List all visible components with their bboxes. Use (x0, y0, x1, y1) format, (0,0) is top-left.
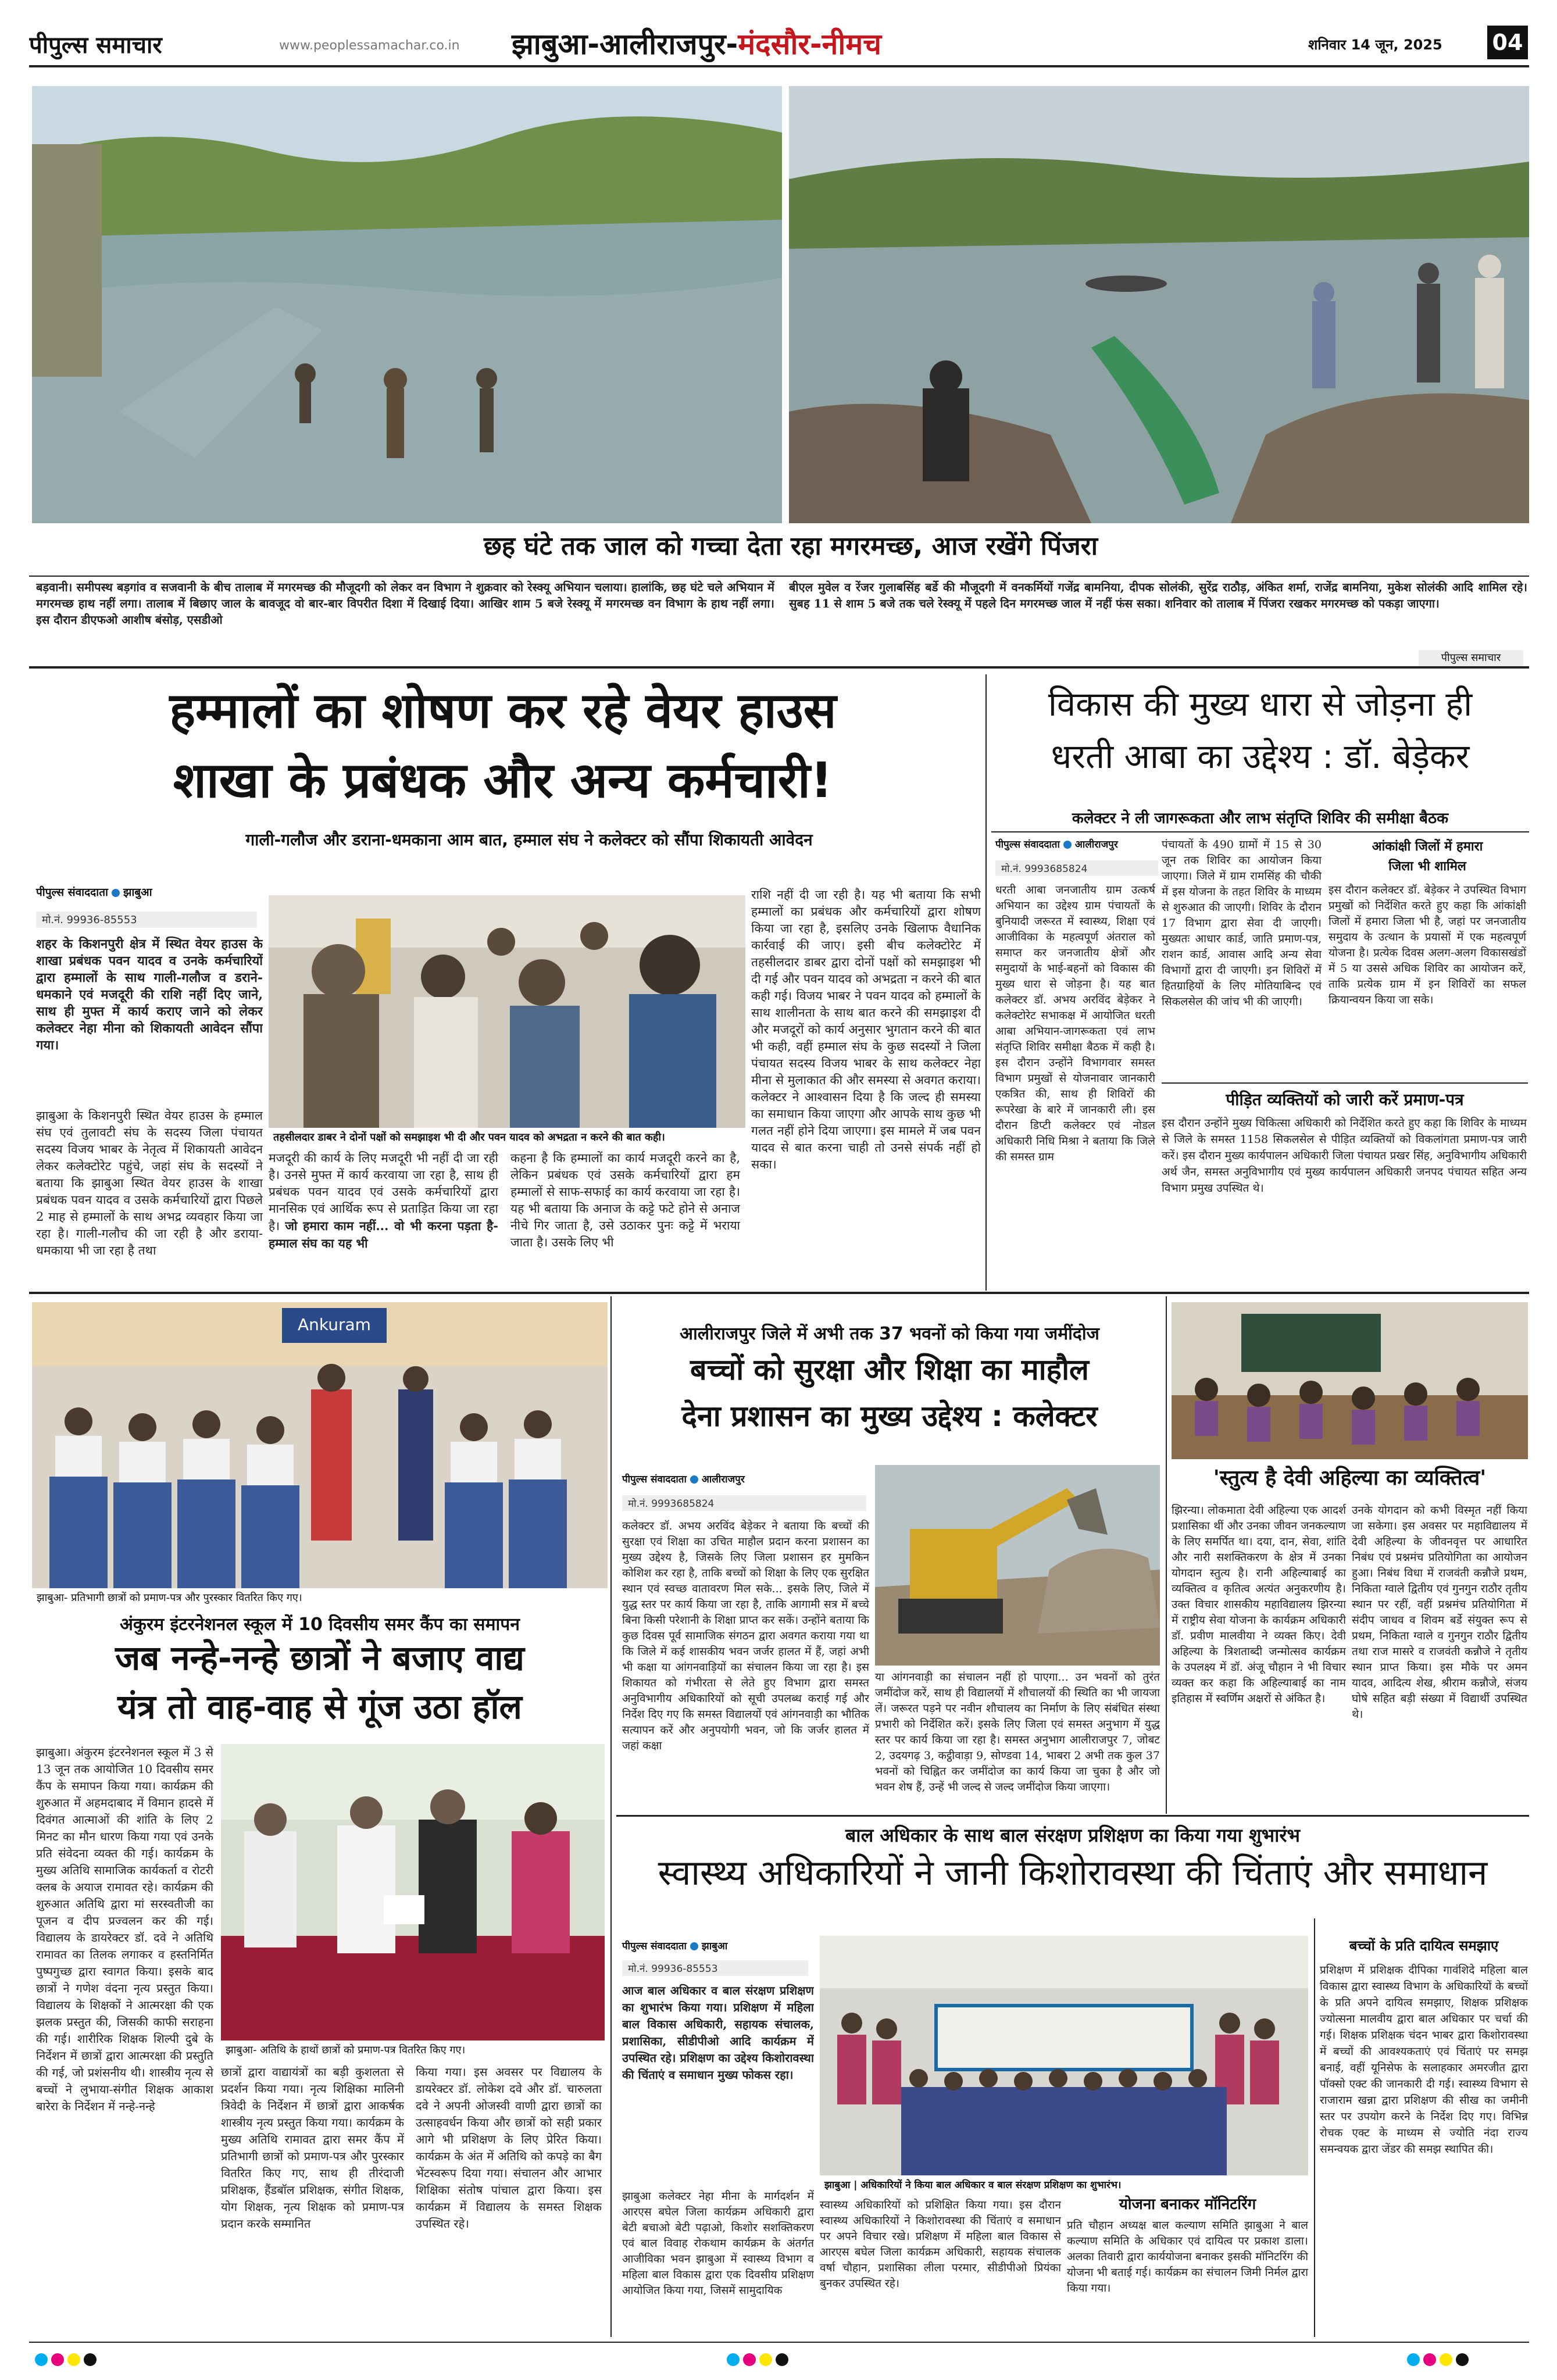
health-col1: झाबुआ कलेक्टर नेहा मीना के मार्गदर्शन में आरएस बघेल जिला कार्यक्रम अधिकारी द्वारा बेटी बचाओ बेटी पढ़ाओ, किशोर सशक्तिकरण एवं बाल विवाह रोकथाम कार्यक्रम के अंतर्गत आजीविका भवन झाबुआ में स्वास्थ्य विभाग व महिला बाल विकास द्वारा एक दिवसीय प्रशिक्षण आयोजित किया गया, जिसमें सामुदायिक (622, 2190, 814, 2297)
school-kicker: आलीराजपुर जिले में अभी तक 37 भवनों को किया गया जमींदोज (680, 1324, 1099, 1344)
photo-guest-certificates (221, 1744, 605, 2040)
warehouse-col2: मजदूरी की कार्य के लिए मजदूरी भी नहीं दी जा रही है। उनसे मुफ्त में कार्य करवाया जा रहा है, साथ ही प्रबंधक पवन यादव एवं उसके कर्मचारियों द्वारा मानसिक एवं आर्थिक रूप से प्रताड़ित किया जा रहा है। जो हमारा काम नहीं... वो भी करना पड़ता है-हम्माल संघ का यह भी (269, 1151, 498, 1250)
issue-date: शनिवार 14 जून, 2025 (1308, 37, 1442, 53)
dharti-col1: धरती आबा जनजातीय ग्राम उत्कर्ष अभियान का उद्देश्य ग्राम पंचायतों के बुनियादी जरूरत में स्वास्थ्य, शिक्षा एवं आजीविका के महत्वपूर्ण अंतराल को समाप्त कर जनजातीय क्षेत्रों और समुदायों के भाई-बहनों को विकास की मुख्य धारा से जोड़ना है। यह बात कलेक्टर डॉ. अभय अरविंद बेड़ेकर ने कलेक्टोरेट सभाकक्ष में आयोजित धरती आबा अभियान-जागरूकता एवं लाभ संतृप्ति शिविर समीक्षा बैठक में कही है। इस दौरान उन्होंने विभागवार समस्त विभाग प्रमुखों से योजनावार जानकारी एकत्रित की, साथ ही शिविरों की रूपरेखा के बारे में जानकारी ली। इस दौरान डिप्टी कलेक्टर एवं नोडल अधिकारी निधि मिश्रा ने बताया कि जिले की समस्त ग्राम (995, 884, 1155, 1163)
warehouse-mobile: मो.नं. 99936-85553 (36, 912, 257, 928)
warehouse-headline-line2: शाखा के प्रबंधक और अन्य कर्मचारी! (173, 752, 833, 809)
warehouse-subheadline: गाली-गलौज और डराना-धमकाना आम बात, हम्माल संघ ने कलेक्टर को सौंपा शिकायती आवेदन (245, 830, 813, 849)
page-number: 04 (1487, 26, 1528, 59)
health-headline: स्वास्थ्य अधिकारियों ने जानी किशोरावस्था की चिंताएं और समाधान (658, 1853, 1488, 1893)
health-lead: आज बाल अधिकार व बाल संरक्षण प्रशिक्षण का शुभारंभ किया गया। प्रशिक्षण में महिला बाल विकास अधिकारी, सहायक संचालक, प्रशासिका, सीडीपीओ आदि कार्यक्रम में उपस्थित रहे। प्रशिक्षण का उद्देश्य किशोरावस्था की चिंताएं व समाधान मुख्य फोकस रहा। (622, 1984, 814, 2082)
dharti-box-body: इस दौरान कलेक्टर डॉ. बेड़ेकर ने उपस्थित विभाग प्रमुखों को निर्देशित करते हुए कहा कि आंकांक्षी जिलों में हमारा जिला भी है, जहां पर जनजातीय समुदाय के उत्थान के प्रयासों में एक महत्वपूर्ण योजना है। प्रत्येक दिवस अलग-अलग विकासखंडों में 5 या उससे अधिक शिविर का आयोजन करें, ताकि प्रत्येक ग्राम में इन शिविरों का सफल क्रियान्वयन किया जा सके। (1329, 884, 1526, 1006)
photo-credit: पीपुल्स समाचार (1419, 650, 1523, 666)
health-photo-caption: झाबुआ | अधिकारियों ने किया बाल अधिकार व बाल संरक्षण प्रशिक्षण का शुभारंभ। (820, 2177, 1308, 2194)
dharti-box-title: आंकांक्षी जिलों में हमारा जिला भी शामिल (1372, 839, 1483, 874)
summer-camp-headline-line1: जब नन्हे-नन्हे छात्रों ने बजाए वाद्य (115, 1638, 524, 1678)
divider (29, 2342, 1529, 2343)
divider (29, 576, 1529, 577)
warehouse-photo-caption: तहसीलदार डाबर ने दोनों पक्षों को समझाइश भी दी और पवन यादव को अभद्रता न करने की बात कही। (269, 1129, 745, 1146)
warehouse-byline: पीपुल्स संवाददाता झाबुआ (36, 886, 152, 899)
summer-camp-kicker: अंकुरम इंटरनेशनल स्कूल में 10 दिवसीय समर कैंप का समापन (120, 1614, 520, 1635)
photo-building-demolition (875, 1465, 1160, 1666)
dharti-headline-line1: विकास की मुख्य धारा से जोड़ना ही (1048, 684, 1473, 724)
ahilya-headline: 'स्तुत्य है देवी अहिल्या का व्यक्तित्व' (1213, 1466, 1487, 1490)
health-mobile: मो.नं. 99936-85553 (622, 1960, 808, 1976)
photo-students-certificates (32, 1302, 608, 1588)
school-mobile: मो.नं. 9993685824 (622, 1495, 866, 1511)
photo-forest-team-pond (789, 86, 1529, 523)
health-sub-heading: योजना बनाकर मॉनिटरिंग (1119, 2196, 1256, 2213)
summer-camp-col3: किया गया। इस अवसर पर विद्यालय के डायरेक्टर डॉ. लोकेश दवे और डॉ. चारुलता दवे ने अपनी ओजस्वी वाणी द्वारा छात्रों का उत्साहवर्धन किया और छात्रों को सही प्रकार आगे भी प्रशिक्षण के लिए प्रेरित किया। कार्यक्रम के अंत में अतिथि को कपड़े का बैग भेंटस्वरूप दिया गया। संचालन और आभार शिक्षिका संतोष पांचाल द्वारा किया। इस कार्यक्रम में विद्यालय के समस्त शिक्षक उपस्थित रहे। (416, 2065, 602, 2231)
dharti-subheadline: कलेक्टर ने ली जागरूकता और लाभ संतृप्ति शिविर की समीक्षा बैठक (1072, 810, 1449, 827)
summer-camp-photo-caption: झाबुआ- प्रतिभागी छात्रों को प्रमाण-पत्र और पुरस्कार वितरित किए गए। (32, 1589, 608, 1607)
school-headline-line1: बच्चों को सुरक्षा और शिक्षा का माहौल (690, 1353, 1089, 1386)
divider (616, 1815, 1529, 1817)
summer-camp-col2: छात्रों द्वारा वाद्यायंत्रों का बड़ी कुशलता से प्रदर्शन किया गया। नृत्य शिक्षिका मालिनी त्रिवेदी के निर्देशन में छात्रों द्वारा आकर्षक शास्त्रीय नृत्य प्रस्तुत किया गया। कार्यक्रम के मुख्य अतिथि रामावत द्वारा समर कैंप में प्रतिभागी छात्रों को प्रमाण-पत्र और पुरस्कार वितरित किए गए, साथ ही तीरंदाजी प्रशिक्षक, हैंडबॉल प्रशिक्षक, संगीत शिक्षक, योग शिक्षक, नृत्य शिक्षक को प्रमाण-पत्र प्रदान करके सम्मानित (221, 2065, 404, 2231)
health-col2: स्वास्थ्य अधिकारियों को प्रशिक्षित किया गया। इस दौरान स्वास्थ्य अधिकारियों ने किशोरावस्था की चिंताएं व समाधान पर अपने विचार रखे। प्रशिक्षण में महिला बाल विकास से आरएस बघेल जिला कार्यक्रम अधिकारी, सहायक संचालक वर्षा चौहान, प्रशासिका लीला परमार, सीडीपीओ प्रियंका बुनकर उपस्थित रहे। (820, 2199, 1061, 2290)
dharti-headline-line2: धरती आबा का उद्देश्य : डॉ. बेड़ेकर (1051, 737, 1470, 776)
dharti-sub2: पीड़ित व्यक्तियों को जारी करें प्रमाण-पत्र (1226, 1090, 1464, 1109)
summer-camp-headline-line2: यंत्र तो वाह-वाह से गूंज उठा हॉल (117, 1687, 522, 1727)
health-kicker: बाल अधिकार के साथ बाल संरक्षण प्रशिक्षण का किया गया शुभारंभ (845, 1824, 1300, 1846)
school-col1: कलेक्टर डॉ. अभय अरविंद बेड़ेकर ने बताया कि बच्चों की सुरक्षा एवं शिक्षा का उचित माहौल प्रदान करना प्रशासन का मुख्य उद्देश्य है, जिसके लिए जिला प्रशासन हर मुमकिन कोशिश कर रहा है, ताकि बच्चों को शिक्षा के लिए एक सुरक्षित स्थान एवं स्वच्छ वातावरण मिल सके... इसके लिए, जिले में युद्ध स्तर पर कार्य किया जा रहा है, ताकि आगामी सत्र में बच्चे बिना किसी परेशानी के शिक्षा प्राप्त कर सकें। उन्होंने बताया कि कुछ दिवस पूर्व सामाजिक संगठन द्वारा अवगत कराया गया था कि जिले में कई शासकीय भवन जर्जर हालत में हैं, जहां अभी भी कक्षा या आंगनवाड़ियों का संचालन किया जा रहा है। इस शिकायत को गंभीरता से लेते हुए विभाग द्वारा समस्त अनुविभागीय अधिकारियों को सूची उपलब्ध कराई गई और निर्देश दिए गए कि समस्त विद्यालयों एवं आंगनवाड़ी का भौतिक सत्यापन करें और अनुपयोगी भवन, जो कि जर्जर हालत में जहां कक्षा (622, 1520, 869, 1752)
summer-camp-photo2-caption: झाबुआ- अतिथि के हाथों छात्रों को प्रमाण-पत्र वितरित किए गए। (221, 2042, 605, 2059)
school-headline-line2: देना प्रशासन का मुख्य उद्देश्य : कलेक्टर (681, 1399, 1098, 1433)
newspaper-logo: पीपुल्स समाचार (29, 32, 162, 59)
dharti-byline: पीपुल्स संवाददाता आलीराजपुर (995, 839, 1118, 850)
top-story-text-col1: बड़वानी। समीपस्थ बड़गांव व सजवानी के बीच तालाब में मगरमच्छ की मौजूदगी को लेकर वन विभाग ने शुक्रवार को रेस्क्यू अभियान चलाया। हालांकि, छह घंटे चले अभियान में मगरमच्छ हाथ नहीं लगा। तालाब में बिछाए जाल के बावजूद वो बार-बार विपरीत दिशा में दिखाई दिया। आखिर शाम 5 बजे रेस्क्यू में मगरमच्छ वन विभाग के हाथ नहीं लगा। इस दौरान डीएफओ आशीष बंसोड़, एसडीओ (36, 580, 774, 627)
registration-marks-left (35, 2353, 209, 2371)
ahilya-col1: झिरन्या। लोकमाता देवी अहिल्या एक आदर्श प्रशासिका थीं और उनका जीवन जनकल्याण के लिए समर्पित था। दया, दान, सेवा, शांति और नारी सशक्तिकरण के क्षेत्र में उनका योगदान स्तुत्य है। रानी अहिल्याबाई का व्यक्तित्व व कृतित्व अत्यंत अनुकरणीय है। उक्त विचार शासकीय महाविद्यालय झिरन्या में राष्ट्रीय सेवा योजना के कार्यक्रम अधिकारी डॉ. प्रवीण मालवीया ने व्यक्त किए। देवी अहिल्या के त्रिशताब्दी जन्मोत्सव कार्यक्रम के उपलक्ष्य में डॉ. अंजू चौहान ने भी विचार व्यक्त कर कहा कि अहिल्याबाई का नाम इतिहास में स्वर्णिम अक्षरों से अंकित है। (1172, 1504, 1346, 1705)
photo-crocodile-net-pond (32, 86, 782, 523)
school-byline: पीपुल्स संवाददाता आलीराजपुर (622, 1474, 745, 1485)
health-box-body: प्रशिक्षण में प्रशिक्षक दीपिका गावंशिदे महिला बाल विकास द्वारा स्वास्थ्य विभाग के अधिकारियों के बच्चों के प्रति अपने दायित्व समझाए, शिक्षक प्रशिक्षक ज्योत्सना मालवीय द्वारा बाल अधिकार पर चर्चा की गई। शिक्षक प्रशिक्षक चंदन भाबर द्वारा किशोरावस्था में बच्चों की आवश्यकताएं एवं चिंताएं पर समझ बनाई, वहीं यूनिसेफ के सलाहकार अमरजीत द्वारा पॉक्सो एक्ट की जानकारी दी गई। स्वास्थ्य विभाग से राजाराम खन्ना द्वारा प्रशिक्षण की सीख का जमीनी स्तर पर उपयोग करने के निर्देश दिए गए। विभिन्न रोचक एक्ट के माध्यम से ज्योति नंदा राज्य समन्वयक द्वारा जेंडर की समझ स्थापित की। (1320, 1964, 1528, 2156)
top-story-text-col2: बीएल मुवेल व रेंजर गुलाबसिंह बर्डे की मौजूदगी में वनकर्मियों गजेंद्र बामनिया, दीपक सोलंकी, सुरेंद्र राठौड़, अंकित शर्मा, राजेंद्र बामनिया, मुकेश सोलंकी आदि शामिल रहे। सुबह 11 से शाम 5 बजे तक चले रेस्क्यू में पहले दिन मगरमच्छ जाल में नहीं फंस सका। शनिवार को तालाब में पिंजरा रखकर मगरमच्छ को पकड़ा जाएगा। (789, 580, 1527, 610)
divider (610, 1296, 612, 2337)
divider (991, 831, 1529, 832)
warehouse-lead: शहर के किशनपुरी क्षेत्र में स्थित वेयर हाउस के शाखा प्रबंधक पवन यादव व उनके कर्मचारियों द्वारा हम्मालों के साथ गाली-गलौज व डराने-धमकाने एवं मजदूरी की राशि नहीं दिए जाने, साथ ही मुफ्त में कार्य कराए जाने को लेकर कलेक्टर नेहा मीना को शिकायती आवेदन सौंपा गया। (36, 937, 263, 1053)
divider (1166, 1296, 1167, 1814)
registration-marks-center (727, 2353, 901, 2371)
warehouse-col1: झाबुआ के किशनपुरी स्थित वेयर हाउस के हम्माल संघ एवं तुलावटी संघ के सदस्य जिला पंचायत सदस्य विजय भाबर के नेतृत्व में शिकायती आवेदन लेकर कलेक्टोरेट पहुंचे, जहां संघ के सदस्यों ने बताया कि झाबुआ स्थित वेयर हाउस के शाखा प्रबंधक पवन यादव व उसके कर्मचारियों द्वारा पिछले 2 माह से हम्मालों के साथ अभद्र व्यवहार किया जा रहा है। गाली-गलौच की जा रही है और डराया-धमकाया भी जा रहा है तथा (36, 1109, 263, 1257)
edition-title: झाबुआ-आलीराजपुर-मंदसौर-नीमच (512, 27, 881, 61)
registration-marks-right (1407, 2353, 1535, 2371)
school-col2: या आंगनवाड़ी का संचालन नहीं हो पाएगा... उन भवनों को तुरंत जमींदोज करें, साथ ही विद्यालयों में शौचालयों की स्थिति का भी जायजा लें। जरूरत पड़ने पर नवीन शौचालय का निर्माण के लिए संबंधित संस्था प्रभारी को निर्देशित करें। इसके लिए जिला एवं समस्त अनुभाग में युद्ध स्तर पर कार्य किया जा रहा है। समस्त अनुभाग आलीराजपुर 7, जोबट 2, उदयगढ़ 3, कट्ठीवाड़ा 9, सोण्डवा 14, भाबरा 2 अभी तक कुल 37 भवनों को चिह्नित कर जमींदोज का कार्य किया जा चुका है और जो भवन शेष हैं, उन्हें भी जल्द से जल्द जमींदोज किया जाएगा। (875, 1671, 1160, 1793)
ahilya-col2: उनके योगदान को कभी विस्मृत नहीं किया जा सकेगा। इस अवसर पर महाविद्यालय में देवी अहिल्या के जीवनवृत्त पर आधारित निबंध एवं प्रश्नमंच प्रतियोगिता का आयोजन हुआ। निबंध विधा में राजवंती कन्नौजे प्रथम, निकिता ग्वाले द्वितीय एवं गुनगुन राठौर तृतीय स्थान पर रहीं, वहीं प्रश्नमंच प्रतियोगिता में संदीप जाधव व शिवम बर्डे संयुक्त रूप से प्रथम, निकिता ग्वाले व गुनगुन राठौर द्वितीय तथा राज मासरे व राजवंती कन्नौजे ने तृतीय स्थान प्राप्त किया। इस मौके पर अमन यादव, आदित्य शेख, श्रीराम कन्नौजे, संजय घोषे सहित बड़ी संख्या में विद्यार्थी उपस्थित थे। (1352, 1504, 1527, 1721)
website-url: www.peoplessamachar.co.in (279, 38, 460, 53)
warehouse-col3: कहना है कि हम्मालों का कार्य मजदूरी करने का है, लेकिन प्रबंधक एवं उसके कर्मचारियों द्वारा हम हम्मालों से साफ-सफाई का कार्य करवाया जा रहा है। यह भी बताया कि अनाज के कट्टे फटे होने से अनाज नीचे गिर जाता है, उसे उठाकर पुनः कट्टे में भराया जाता है। उसके लिए भी (510, 1151, 740, 1249)
health-byline: पीपुल्स संवाददाता झाबुआ (622, 1941, 728, 1952)
dharti-col2: पंचायतों के 490 ग्रामों में 15 से 30 जून तक शिविर का आयोजन किया जाएगा। जिले में ग्राम रामसिंह की चौकी में इस योजना के तहत शिविर के माध्यम से शुरुआत की जाएगी। शिविर के दौरान 17 विभाग द्वारा सेवा दी जाएगी। मुख्यतः आधार कार्ड, जाति प्रमाण-पत्र, राशन कार्ड, आवास आदि अन्य सेवा विभागों द्वारा दी जाएगी। इन शिविरों में हितग्राहियों के लिए मोतियाबिन्द एवं सिकलसेल की जांच भी की जाएगी। (1162, 838, 1322, 1008)
health-sub-body: प्रति चौहान अध्यक्ष बाल कल्याण समिति झाबुआ ने बाल कल्याण समिति के अधिकार एवं दायित्व पर प्रकाश डाला। अलका तिवारी द्वारा कार्ययोजना बनाकर इसकी मॉनिटरिंग की योजना भी बताई गई। कार्यक्रम का संचालन जिमी निर्मल द्वारा किया गया। (1067, 2219, 1308, 2295)
dharti-sub2-body: इस दौरान उन्होंने मुख्य चिकित्सा अधिकारी को निर्देशित करते हुए कहा कि शिविर के माध्यम से जिले के समस्त 1158 सिकलसेल से पीड़ित व्यक्तियों को विकलांगता प्रमाण-पत्र जारी करें। इस दौरान मुख्य कार्यपालन अधिकारी जिला पंचायत प्रखर सिंह, अनुविभागीय अधिकारी अर्थ जैन, समस्त अनुविभागीय एवं मुख्य कार्यपालन अधिकारी जनपद पंचायत सहित अन्य विभाग प्रमुख उपस्थित थे। (1162, 1117, 1527, 1195)
dharti-mobile: मो.नं. 9993685824 (995, 860, 1158, 876)
ankuram-banner-text: Ankuram (298, 1315, 371, 1334)
divider (1162, 1082, 1528, 1084)
health-box-title: बच्चों के प्रति दायित्व समझाए (1349, 1938, 1499, 1954)
photo-college-classroom (1172, 1302, 1528, 1459)
divider (29, 65, 1529, 67)
photo-training-group (820, 1936, 1308, 2175)
divider (985, 674, 987, 1291)
summer-camp-col1: झाबुआ। अंकुरम इंटरनेशनल स्कूल में 3 से 13 जून तक आयोजित 10 दिवसीय समर कैंप के समापन किया गया। कार्यक्रम की शुरुआत में अहमदाबाद में विमान हादसे में दिवंगत आत्माओं की शांति के लिए 2 मिनट का मौन धारण किया गया एवं उनके प्रति संवेदना व्यक्त की गई। कार्यक्रम के मुख्य अतिथि सामाजिक कार्यकर्ता व रोटरी क्लब के अयाज रामावत रहे। कार्यक्रम की शुरुआत अतिथि द्वारा मां सरस्वतीजी का पूजन व दीप प्रज्वलन कर की गई। विद्यालय के डायरेक्टर डॉ. दवे ने अतिथि रामावत का तिलक लगाकर व हस्तनिर्मित पुष्पगुच्छ द्वारा स्वागत किया। इसके बाद छात्रों ने गणेश वंदना नृत्य प्रस्तुत किया। विद्यालय के शिक्षकों ने आत्मरक्षा की एक झलक प्रस्तुत की, जिसकी काफी सराहना की गई। शारीरिक शिक्षक शिल्पी दुबे के निर्देशन में छात्रों द्वारा आत्मरक्षा की प्रस्तुति की गई, जो प्रशंसनीय थी। शास्त्रीय नृत्य से बच्चों ने लुभाया-संगीत शिक्षक आकाश बारेरा के निर्देशन में नन्हे-नन्हे (36, 1745, 213, 2113)
divider (29, 666, 1529, 669)
divider (29, 1292, 1529, 1294)
warehouse-col4: राशि नहीं दी जा रही है। यह भी बताया कि सभी हम्मालों का प्रबंधक और कर्मचारियों द्वारा शोषण किया जा रहा है, इसलिए उनके खिलाफ वैधानिक कार्रवाई की जाए। इसी बीच कलेक्टोरेट में तहसीलदार डाबर द्वारा दोनों पक्षों को समझाइश भी दी गई और पवन यादव को अभद्रता न करने की बात कही गई। विजय भाबर ने पवन यादव को हम्मालों के साथ शालीनता के साथ बात करने की समझाइश दी और मजदूरों को कार्य अनुसार भुगतान करने की बात भी कही, वहीं हम्माल संघ के कुछ सदस्यों ने जिला पंचायत सदस्य विजय भाबर के साथ कलेक्टर नेहा मीना से मुलाकात की और समस्या से अवगत कराया। कलेक्टर ने आश्वासन दिया है कि जल्द ही समस्या का समाधान किया जाएगा और आपके साथ कुछ भी गलत नहीं होने दिया जाएगा। इस मामले में जब पवन यादव से बात करना चाही तो उनसे संपर्क नहीं हो सका। (751, 888, 981, 1171)
photo-warehouse-meeting (269, 895, 745, 1128)
divider (1314, 1918, 1315, 2337)
masthead (29, 23, 1529, 64)
warehouse-headline-line1: हम्मालों का शोषण कर रहे वेयर हाउस (169, 682, 837, 739)
top-story-headline: छह घंटे तक जाल को गच्चा देता रहा मगरमच्छ, आज रखेंगे पिंजरा (483, 531, 1098, 561)
